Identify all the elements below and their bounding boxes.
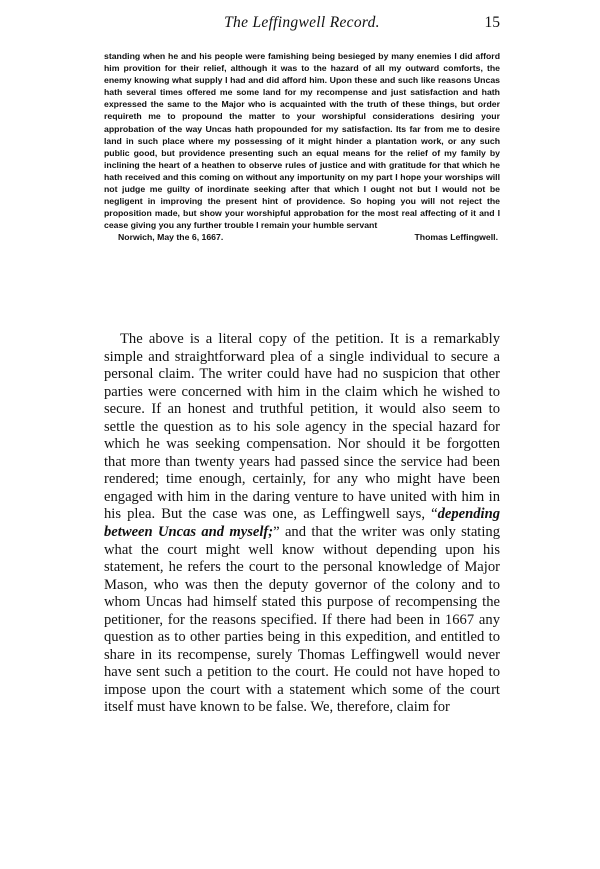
petition-signoff (104, 231, 500, 243)
page-number: 15 (484, 14, 500, 31)
running-title: The Leffingwell Record. (224, 14, 380, 31)
petition-dateline: Norwich, May the 6, 1667. (118, 232, 224, 243)
commentary-paragraph (104, 331, 500, 717)
commentary-quote: depending between Uncas and myself; (104, 506, 500, 541)
page-header (104, 14, 500, 36)
petition-quotation (104, 50, 500, 244)
petition-signature: Thomas Leffingwell. (414, 232, 498, 243)
commentary-part-2: ” and that the writer was only stating what the court might well know without depending upon his statement, he refers the court to the personal knowledge of Major Mason, who was then the deputy governor of the colony and to whom Uncas had himself stated this purpose of recompensing the petitioner, for the reasons specified. If there had been in 1667 any question as to other parties being in this expedition, and entitled to share in its recompense, surely Thomas Leffingwell would never have sent such a petition to the court. He could not have hoped to impose upon the court with a statement which some of the court itself must have known to be false. We, therefore, claim for (104, 524, 500, 716)
commentary-part-1: The above is a literal copy of the petition. It is a remarkably simple and straightforward plea of a single individual to secure a personal claim. The writer could have had no suspicion that other parties were concerned with him in the claim which he wished to secure. If an honest and truthful petition, it would also seem to settle the question as to his sole agency in the special hazard for which he was seeking compensation. Nor should it be forgotten that more than twenty years had passed since the service had been rendered; time enough, certainly, for any who might have been engaged with him in the daring venture to have united with him in his plea. But the case was one, as Leffingwell says, “ (104, 331, 500, 523)
petition-body: standing when he and his people were famishing being besieged by many enemies I did afford him provition for their relief, although it was to the hazard of all my outward comforts, the enemy knowing what supply I had and did afford him. Upon these and such like reasons Uncas hath several times offered me some land for my recompense and just satisfaction and hath expressed the same to the Major who is acquainted with the truth of these things, but order requireth me to propound the matter to your worshipful considerations desiring your approbation of the way Uncas hath propounded for my satisfaction. Its far from me to desire land in such place where my possessing of it might hinder a plantation work, or any such public good, but providence presenting such an equal means for the relief of my family by inclining the heart of a heathen to observe rules of justice and with gratitude for that which he hath received and this coming on without any importunity on my part I hope your worships will not judge me guilty of inordinate seeking after that which I ought not but I would not be negligent in improving the present hint of providence. So hoping you will not reject the proposition made, but show your worshipful approbation for the most real affecting of it and I cease giving you any further trouble I remain your humble servant (104, 51, 500, 231)
commentary-text (104, 331, 500, 717)
